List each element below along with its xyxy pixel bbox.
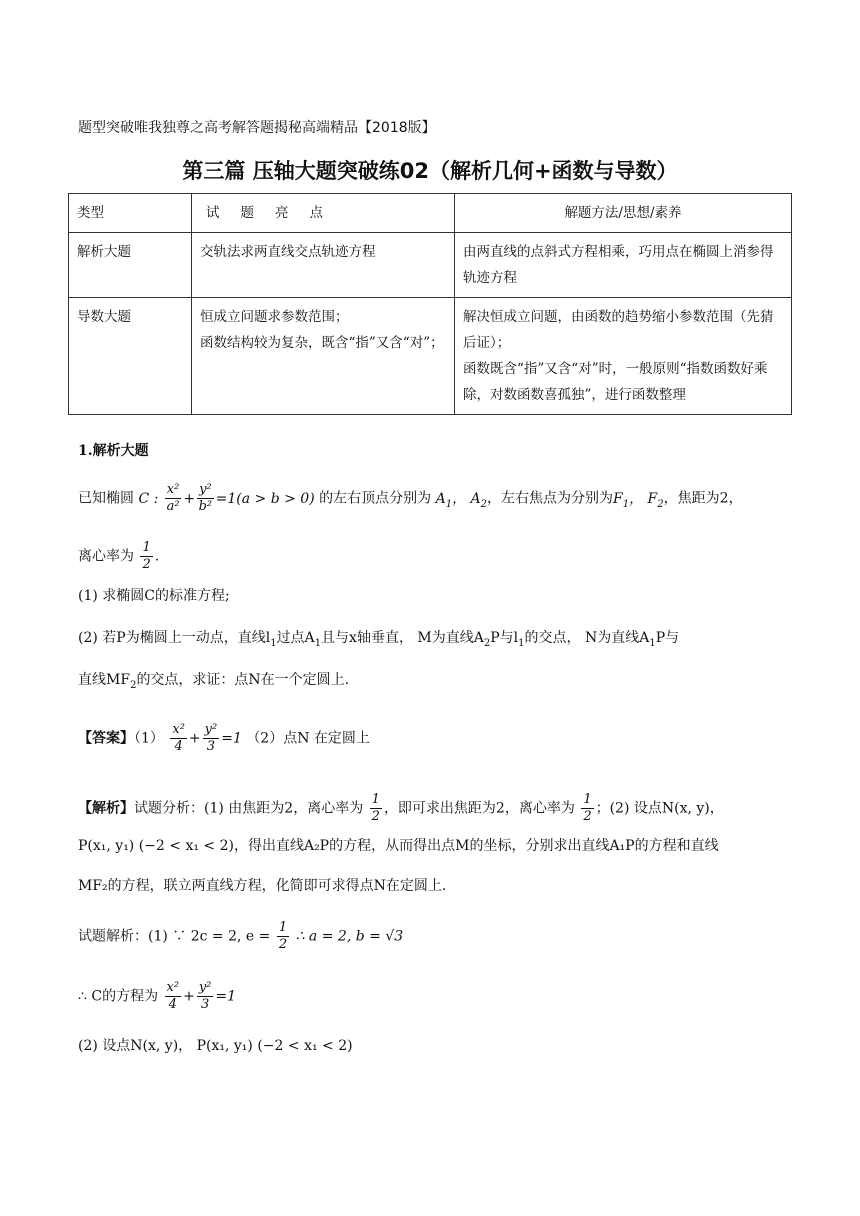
vertex-labels: $A_1$， $A_2$ bbox=[435, 490, 488, 510]
problem-line-1 bbox=[78, 482, 798, 515]
answer-label: 【答案】 bbox=[78, 730, 134, 747]
row-highlight: 交轨法求两直线交点轨迹方程 bbox=[192, 233, 455, 298]
ellipse-equation: C : $\frac{\text{x²}}{\text{a²}}$ + $\frac{\text{y²}}{\text{b²}}$ =1(a > b > 0) bbox=[134, 482, 315, 514]
table-row bbox=[69, 233, 792, 298]
problem-text: 离心率为 bbox=[78, 548, 134, 565]
problem-text: 已知椭圆 bbox=[78, 490, 134, 507]
table-header-row bbox=[69, 194, 792, 233]
problem-line-2: 离心率为 $\frac{1}{2}$ . bbox=[78, 540, 160, 572]
method-line: 解决恒成立问题，由函数的趋势缩小参数范围（先猜后证）； bbox=[463, 309, 774, 351]
analysis-line-1: 【解析】试题分析：(1) 由焦距为2，离心率为 $\frac{1}{2}$ ，即可求出焦距为2，离心率为 $\frac{1}{2}$ ；(2) 设点N(x, y)， bbox=[78, 792, 724, 824]
problem-text: ，左右焦点为分别为 bbox=[487, 490, 614, 507]
series-subtitle: 题型突破唯我独尊之高考解答题揭秘高端精品【2018版】 bbox=[78, 120, 436, 136]
header-method: 解题方法/思想/素养 bbox=[455, 194, 792, 233]
row-method: 由两直线的点斜式方程相乘，巧用点在椭圆上消参得轨迹方程 bbox=[455, 233, 792, 298]
question-2-cont: 直线$MF_2$的交点，求证：点N在一个定圆上. bbox=[78, 672, 350, 691]
table-row bbox=[69, 298, 792, 415]
section-heading: 1.解析大题 bbox=[78, 443, 149, 459]
header-highlight: 试题亮点 bbox=[192, 194, 455, 233]
page-title: 第三篇 压轴大题突破练02（解析几何+函数与导数） bbox=[182, 159, 678, 183]
focal-distance: 2， bbox=[719, 490, 743, 507]
problem-text: ，焦距为 bbox=[663, 490, 720, 507]
question-2: (2) 若P为椭圆上一动点，直线$l_1$过点$A_1$且与x轴垂直， M为直线$A_2P$与$l_1$的交点， N为直线$A_1P$与 bbox=[78, 630, 680, 649]
row-method bbox=[455, 298, 792, 415]
analysis-line-2: P(x₁, y₁) (−2 < x₁ < 2)，得出直线A₂P的方程，从而得出点M的坐标，分别求出直线A₁P的方程和直线 bbox=[78, 838, 719, 854]
solution-line-2: ∴ C的方程为 $\frac{\text{x²}}{4}$ + $\frac{\text{y²}}{3}$ =1 bbox=[78, 980, 237, 1012]
solution-line-1: 试题解析：(1) ∵ 2c = 2, e = $\frac{1}{2}$ ∴ a = 2, b = √3 bbox=[78, 920, 404, 952]
header-type: 类型 bbox=[69, 194, 192, 233]
analysis-line-3: MF₂的方程，联立两直线方程，化简即可求得点N在定圆上. bbox=[78, 878, 447, 894]
solution-line-3: (2) 设点N(x, y)， P(x₁, y₁) (−2 < x₁ < 2) bbox=[78, 1038, 353, 1054]
analysis-label: 【解析】 bbox=[78, 800, 134, 817]
question-1: (1) 求椭圆C的标准方程; bbox=[78, 588, 230, 604]
focus-labels: $F_1$， $F_2$ bbox=[613, 490, 664, 510]
summary-table bbox=[68, 193, 792, 415]
row-type: 导数大题 bbox=[69, 298, 192, 415]
highlight-line: 函数结构较为复杂，既含“指”又含“对”； bbox=[200, 335, 444, 351]
row-type: 解析大题 bbox=[69, 233, 192, 298]
problem-text: 的左右顶点分别为 bbox=[319, 490, 432, 507]
method-line: 函数既含“指”又含“对”时，一般原则“指数函数好乘除，对数函数喜孤独”，进行函数整理 bbox=[463, 361, 768, 403]
row-highlight bbox=[192, 298, 455, 415]
highlight-line: 恒成立问题求参数范围； bbox=[200, 309, 349, 325]
answer-line: 【答案】（1） $\frac{\text{x²}}{4}$ + $\frac{\text{y²}}{3}$ =1 （2）点N 在定圆上 bbox=[78, 722, 370, 754]
